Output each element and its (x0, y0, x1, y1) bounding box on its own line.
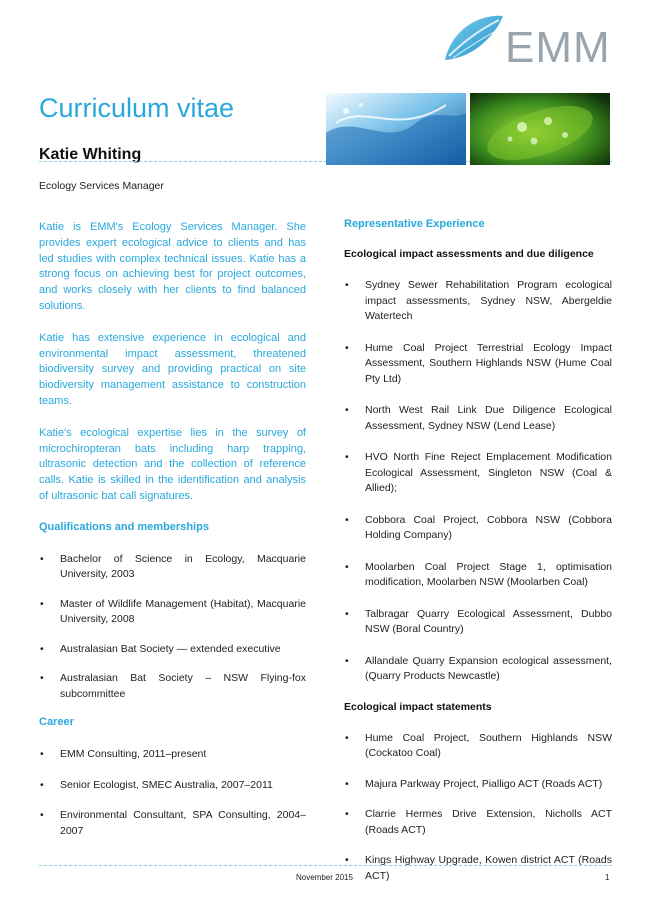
list-item: • Hume Coal Project Terrestrial Ecology Impact Assessment, Southern Highlands NSW (Hume Coal Pty Ltd) (344, 341, 612, 388)
list-item: • EMM Consulting, 2011–present (39, 747, 306, 763)
list-item: • Talbragar Quarry Ecological Assessment, Dubbo NSW (Boral Country) (344, 607, 612, 638)
list-item: • Moolarben Coal Project Stage 1, optimisation modification, Moolarben NSW (Moolarben Coal) (344, 560, 612, 591)
list-item: • Australasian Bat Society – NSW Flying-fox subcommittee (39, 671, 306, 702)
leaf-droplets-image (470, 93, 610, 165)
qualifications-heading: Qualifications and memberships (39, 520, 209, 533)
list-item: • Bachelor of Science in Ecology, Macquarie University, 2003 (39, 552, 306, 583)
list-item: • Australasian Bat Society — extended executive (39, 642, 306, 658)
right-column (344, 218, 612, 899)
person-name: Katie Whiting (39, 146, 142, 163)
page-number: 1 (605, 873, 610, 882)
intro-paragraph: Katie is EMM's Ecology Services Manager. She provides expert ecological advice to clients and has led studies with complex technical issues. Katie has a strong focus on achieving best for project outcomes, and works closely with her clients to find balanced solutions. (39, 221, 306, 312)
footer-divider (39, 865, 612, 866)
career-list (39, 747, 306, 839)
list-item: • Clarrie Hermes Drive Extension, Nicholls ACT (Roads ACT) (344, 807, 612, 838)
list-item: • Majura Parkway Project, Pialligo ACT (Roads ACT) (344, 777, 612, 793)
list-item: • Master of Wildlife Management (Habitat), Macquarie University, 2008 (39, 597, 306, 628)
qualifications-list (39, 552, 306, 703)
assessments-list (344, 278, 612, 685)
list-item: • Hume Coal Project, Southern Highlands NSW (Cockatoo Coal) (344, 731, 612, 762)
list-item: • Senior Ecologist, SMEC Australia, 2007–2011 (39, 778, 306, 794)
list-item: • HVO North Fine Reject Emplacement Modification Ecological Assessment, Singleton NSW (Coal & Allied); (344, 450, 612, 497)
list-item: • Kings Highway Upgrade, Kowen district ACT (Roads ACT) (344, 853, 612, 884)
intro-paragraph: Katie's ecological expertise lies in the survey of microchiropteran bats including harp trapping, ultrasonic detection and the collection of reference calls. Katie is skilled in the identification and analysis of ultrasonic bat call signatures. (39, 426, 306, 502)
water-splash-image (326, 93, 466, 165)
career-heading: Career (39, 716, 74, 729)
list-item: • Environmental Consultant, SPA Consulting, 2004–2007 (39, 808, 306, 839)
list-item: • Sydney Sewer Rehabilitation Program ecological impact assessments, Sydney NSW, Abergeldie Watertech (344, 278, 612, 325)
page-title: Curriculum vitae (39, 93, 235, 123)
list-item: • North West Rail Link Due Diligence Ecological Assessment, Sydney NSW (Lend Lease) (344, 403, 612, 434)
logo-text: EMM (505, 23, 611, 72)
footer-date: November 2015 (296, 873, 353, 882)
experience-heading: Representative Experience (344, 218, 485, 230)
list-item: • Allandale Quarry Expansion ecological assessment, (Quarry Products Newcastle) (344, 654, 612, 685)
assessments-subheading: Ecological impact assessments and due diligence (344, 248, 594, 260)
list-item: • Cobbora Coal Project, Cobbora NSW (Cobbora Holding Company) (344, 513, 612, 544)
left-column (39, 220, 306, 854)
intro-paragraph: Katie has extensive experience in ecological and environmental impact assessment, threatened biodiversity survey and providing practical on site biodiversity management assistance to construction teams. (39, 331, 306, 407)
person-role: Ecology Services Manager (39, 180, 164, 192)
statements-subheading: Ecological impact statements (344, 700, 492, 713)
statements-list (344, 731, 612, 885)
